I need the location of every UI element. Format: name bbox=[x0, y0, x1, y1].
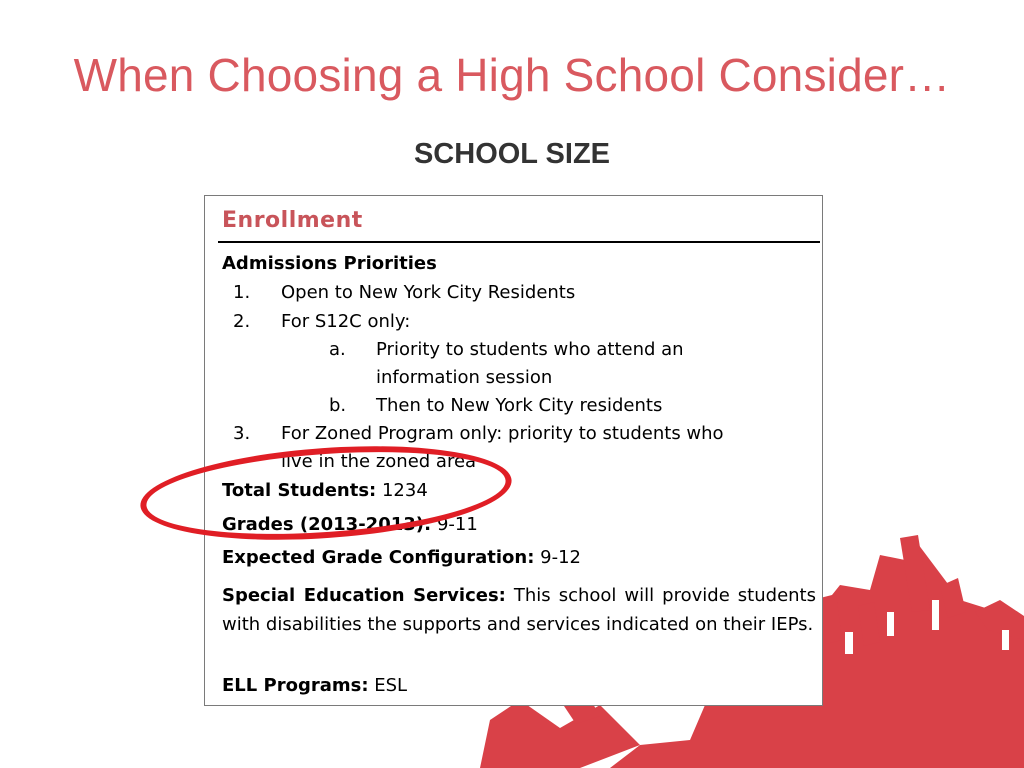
slide-title: When Choosing a High School Consider… bbox=[73, 49, 951, 101]
list-item-text: For S12C only: bbox=[281, 311, 411, 332]
list-item-text: live in the zoned area bbox=[281, 451, 477, 472]
slide-subtitle: SCHOOL SIZE bbox=[413, 138, 611, 170]
ell-programs-value: ESL bbox=[374, 675, 408, 696]
grades-value: 9-11 bbox=[436, 514, 478, 535]
special-education-label: Special Education Services: bbox=[222, 585, 506, 606]
sub-item-letter: b. bbox=[329, 395, 347, 416]
sub-item-text: information session bbox=[376, 367, 553, 388]
list-item-number: 1. bbox=[233, 282, 251, 303]
sub-item-text: Then to New York City residents bbox=[376, 395, 663, 416]
admissions-priorities-title: Admissions Priorities bbox=[222, 253, 437, 274]
sub-item-text: Priority to students who attend an bbox=[376, 339, 684, 360]
heading-divider bbox=[218, 241, 820, 243]
ell-programs-label: ELL Programs: bbox=[222, 675, 369, 696]
list-item-number: 2. bbox=[233, 311, 251, 332]
expected-grade-label: Expected Grade Configuration: bbox=[222, 547, 535, 568]
special-education-paragraph bbox=[222, 581, 816, 639]
list-item-text: Open to New York City Residents bbox=[281, 282, 576, 303]
enrollment-heading: Enrollment bbox=[222, 208, 363, 233]
sub-item-letter: a. bbox=[329, 339, 346, 360]
special-education-text: This school will provide students with disabilities the supports and services indicated on their IEPs. bbox=[222, 585, 816, 635]
expected-grade-value: 9-12 bbox=[540, 547, 581, 568]
total-students-value: 1234 bbox=[381, 480, 428, 501]
list-item-number: 3. bbox=[233, 423, 251, 444]
total-students-label: Total Students: bbox=[222, 480, 377, 501]
grades-label: Grades (2013-2013): bbox=[222, 514, 432, 535]
list-item-text: For Zoned Program only: priority to students who bbox=[281, 423, 724, 444]
expected-grade-row bbox=[222, 547, 581, 569]
ell-programs-row bbox=[222, 675, 407, 697]
